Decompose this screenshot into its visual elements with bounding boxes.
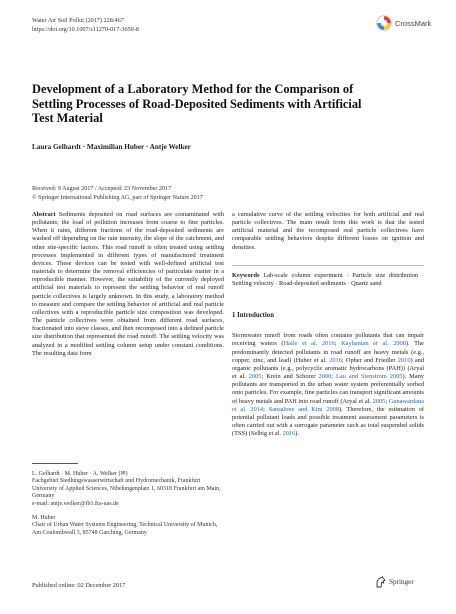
abstract-text: Sediments deposited on road surfaces are contaminated with pollutants; the load of pollution increases from coarse to fine particles. When it rains, different fractions of the road-deposited sediments are washed off depending on the rain intensity, the slope of the catchment, and other site-specific factors. This road runoff is often treated using settling processes implemented in different types of manufactured treatment devices. These devices can be tested with well-defined artificial test materials to determine the removal efficiencies of particulate matter in a reproducible manner. However, the suitability of the currently deployed artificial test materials to represent the settling behavior of real runoff particle collectives is largely unknown. In this study, a laboratory method to measure and compare the settling behavior of artificial and real particle collectives with a reproducible particle size composition was developed. The particle collectives were obtained from different road surfaces, fractionated into sieve classes, and then recomposed into a defined particle size distribution that represented the road runoff. The settling velocity was analyzed in a modified settling column setup under constant conditions. The resulting data form xyxy=(32,211,225,357)
author-list: Laura Gelhardt · Maximilian Huber · Antje Welker xyxy=(32,143,191,151)
introduction-paragraph xyxy=(232,332,424,438)
journal-citation: Water Air Soil Pollut (2017) 228:467 xyxy=(32,17,124,24)
affiliation-second-department: Chair of Urban Water Systems Engineering, Technical University of Munich, Am Coulombwall 3, 85748 Garching, Germany xyxy=(32,522,218,536)
crossmark-badge[interactable] xyxy=(376,14,431,32)
citation-link[interactable]: 2005 xyxy=(248,373,262,381)
crossmark-label: CrossMark xyxy=(395,18,432,28)
corresponding-email[interactable]: e-mail: antje.welker@fb1.fra-uas.de xyxy=(32,500,119,507)
published-online-date: Published online: 02 December 2017 xyxy=(32,582,126,589)
keywords-divider xyxy=(232,265,424,266)
intro-text: ). Many pollutants are transported in the urban water system preferentially sorbed onto particles. For example, fine particles can transport significant amounts of heavy metals and PAH into road runoff (Aryal et al. xyxy=(232,373,424,405)
springer-horse-icon xyxy=(375,576,386,588)
intro-text: ). xyxy=(295,430,299,438)
publisher-name: Springer xyxy=(389,578,414,586)
citation-link[interactable]: 2000 xyxy=(318,373,332,381)
affiliation-authors: L. Gelhardt · M. Huber · A. Welker (✉) xyxy=(32,471,128,477)
affiliation-second-author: M. Huber xyxy=(32,515,56,522)
abstract-label: Abstract xyxy=(32,211,56,218)
intro-text: ; xyxy=(334,340,342,348)
keywords-label: Keywords xyxy=(232,271,260,279)
intro-text: ) and organic pollutants (e.g., polycyclic aromatic hydrocarbons (PAH)) (Aryal et al. xyxy=(232,356,425,381)
intro-text: Stormwater runoff from roads often contains pollutants that can impair receiving waters ( xyxy=(232,332,424,348)
publisher-logo xyxy=(375,576,414,588)
citation-link[interactable]: Sansalone and Kim 2008 xyxy=(268,405,340,413)
citation-link[interactable]: 2010 xyxy=(397,356,411,364)
author-affiliations xyxy=(32,471,224,537)
intro-text: ; xyxy=(331,373,337,381)
copyright-notice: © Springer International Publishing AG, part of Springer Nature 2017 xyxy=(32,194,203,201)
crossmark-icon xyxy=(376,15,392,31)
right-column xyxy=(232,211,424,438)
intro-text: ; xyxy=(385,397,389,405)
citation-link[interactable]: Haile et al. 2016 xyxy=(283,340,335,348)
intro-text: ; Krein and Schorer xyxy=(261,373,319,381)
intro-text: ; Opher and Friedler xyxy=(341,356,398,364)
footnote-divider xyxy=(32,463,78,464)
intro-text: ). The predominantly detected pollutants in road runoff are heavy metals (e.g., copper, zinc, and lead) (Huber et al. xyxy=(232,340,424,364)
affiliation-department: Fachgebiet Siedlungswasserwirtschaft und Hydromechanik, Frankfurt University of Applied Sciences, Nibelungenplatz 1, 60318 Frankfurt am Main, Germany xyxy=(32,478,221,500)
keywords-text: Lab-scale column experiment · Particle size distribution · Settling velocity · Road-deposited sediments · Quartz sand xyxy=(232,271,424,287)
doi-link[interactable]: https://doi.org/10.1007/s11270-017-3650-8 xyxy=(32,25,139,33)
intro-text: ). Therefore, the estimation of potential pollutant loads and possible treatment assessment parameters is often carried out with a surrogate parameter such as total suspended solids (TSS) (Selbig et al. xyxy=(232,405,424,438)
abstract-continuation: a cumulative curve of the settling velocities for both artificial and real particle collectives. The main result from this work is that the tested artificial material and the recomposed real particle collectives have comparable settling behaviors despite different losses on ignition and densities. xyxy=(232,211,424,251)
article-title: Development of a Laboratory Method for the Comparison of Settling Processes of Road-Deposited Sediments with Artificial Test Material xyxy=(32,82,362,125)
citation-link[interactable]: 2005 xyxy=(372,397,386,405)
citation-link[interactable]: Kayhanian et al. 2008 xyxy=(341,340,406,348)
citation-link[interactable]: 2016 xyxy=(282,430,296,438)
abstract-section xyxy=(32,211,224,358)
journal-header xyxy=(32,17,139,34)
citation-link[interactable]: Gunawardana et al. 2014 xyxy=(232,397,424,413)
received-accepted-dates: Received: 9 August 2017 / Accepted: 23 November 2017 xyxy=(32,186,172,192)
citation-link[interactable]: Lau and Stenstrom 2005 xyxy=(336,373,403,381)
introduction-heading: 1 Introduction xyxy=(232,312,274,320)
citation-link[interactable]: 2016 xyxy=(329,356,342,364)
publication-history xyxy=(32,185,203,202)
intro-text: ; xyxy=(263,405,269,413)
